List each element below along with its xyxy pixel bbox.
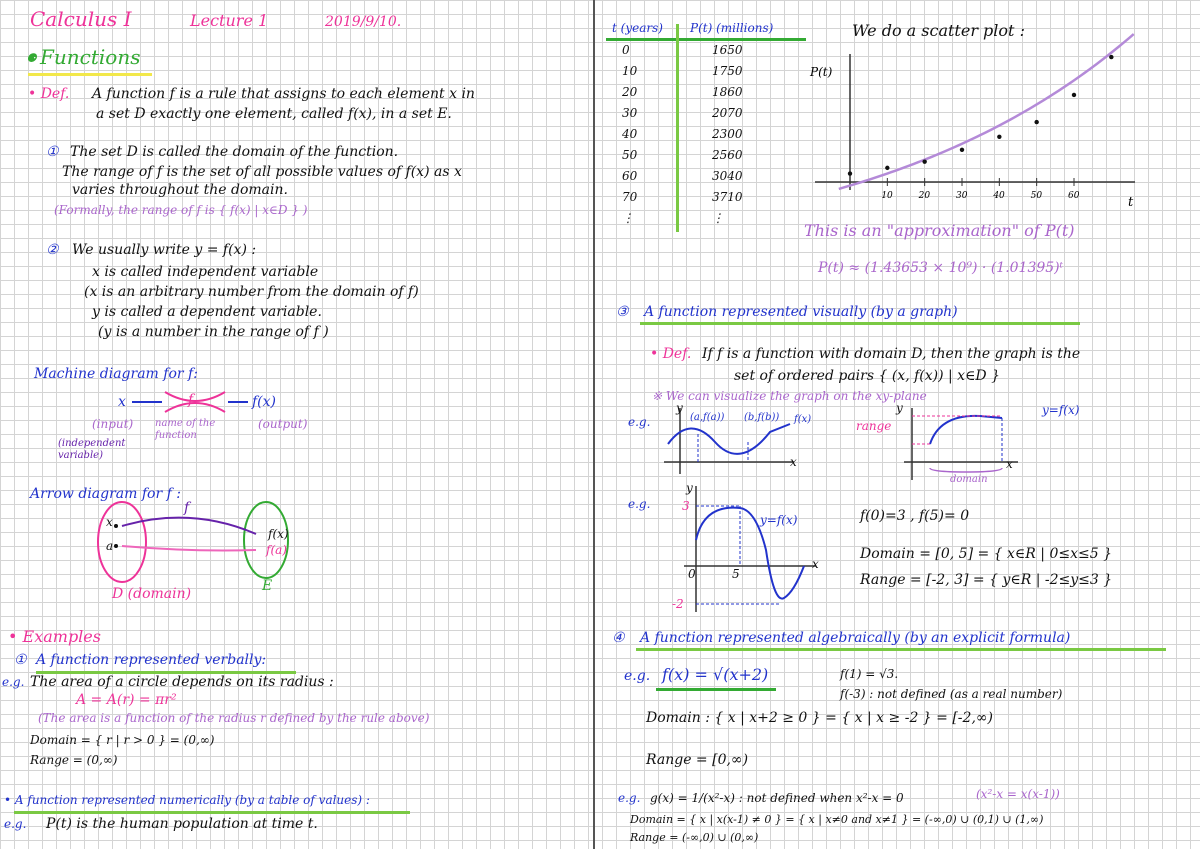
visualize-note: ※ We can visualize the graph on the xy-plane <box>652 389 927 403</box>
definition2-bullet: • Def. <box>650 346 692 362</box>
graph-3 <box>670 480 820 616</box>
graph2-yfx-label: y=f(x) <box>1042 403 1080 417</box>
section-bullet-icon: ⚈ <box>26 51 37 65</box>
scatter-trend-curve <box>839 34 1134 189</box>
table-p-cell: 1650 <box>712 43 743 57</box>
eg-label-2: e.g. <box>4 817 27 831</box>
table-t-cell: 40 <box>622 127 638 141</box>
verbal-number-icon: ① <box>14 652 27 668</box>
table-p-cell: 1860 <box>712 85 743 99</box>
circle-area-sentence: The area of a circle depends on its radius : <box>30 674 334 690</box>
lecture-date: 2019/9/10. <box>325 14 402 30</box>
graph3-x-label: x <box>812 557 819 571</box>
rational-range: Range = (-∞,0) ∪ (0,∞) <box>630 831 759 844</box>
sqrt-function: f(x) = √(x+2) <box>662 665 769 684</box>
machine-input-x: x <box>118 394 126 410</box>
table-column-rule <box>676 24 679 232</box>
table-p-cell: 3040 <box>712 169 743 183</box>
table-t-cell: 20 <box>622 85 638 99</box>
arrow-element-x: x <box>106 515 113 529</box>
table-p-cell: 1750 <box>712 64 743 78</box>
graph3-range: Range = [-2, 3] = { y∈R | -2≤y≤3 } <box>860 572 1113 588</box>
scatter-tick-label: 60 <box>1068 191 1080 201</box>
circle-range: Range = (0,∞) <box>30 753 118 767</box>
arrow-element-fx: f(x) <box>268 527 289 541</box>
scatter-tick-label: 30 <box>956 191 968 201</box>
arrow-element-a: a <box>106 539 114 553</box>
scatter-point <box>960 148 964 152</box>
definition-bullet: • Def. <box>28 86 70 102</box>
definition2-line-1: If f is a function with domain D, then the graph is the <box>702 346 1081 362</box>
range-definition-1: The range of f is the set of all possible values of f(x) as x <box>62 164 462 180</box>
sqrt-underline <box>656 688 776 691</box>
scatter-y-label: P(t) <box>810 65 833 79</box>
scatter-tick-label: 40 <box>993 191 1005 201</box>
scatter-plot <box>810 40 1140 215</box>
table-p-cell: 2300 <box>712 127 743 141</box>
graph1-point-b: (b,f(b)) <box>744 412 780 423</box>
machine-name-label: name of the function <box>155 418 216 441</box>
arrow-label-f: f <box>184 500 190 516</box>
graph1-x-label: x <box>790 455 797 469</box>
eg-label-c: e.g. <box>624 668 651 684</box>
eg-label-1: e.g. <box>2 675 25 689</box>
visual-section-title: A function represented visually (by a graph) <box>644 304 958 320</box>
approximation-line: This is an "approximation" of P(t) <box>804 221 1075 240</box>
range-number-note: (y is a number in the range of f ) <box>98 324 329 340</box>
notation-line: We usually write y = f(x) : <box>72 242 257 258</box>
graph1-fx-label: f(x) <box>794 414 812 425</box>
algebraic-section-title: A function represented algebraically (by an explicit formula) <box>640 630 1071 646</box>
visual-number-icon: ③ <box>616 304 629 320</box>
table-t-cell: ⋮ <box>622 211 634 225</box>
visual-underline <box>640 322 1080 325</box>
numeric-example-title: • A function represented numerically (by a table of values) : <box>4 793 370 807</box>
table-t-cell: 70 <box>622 190 638 204</box>
graph3-yfx-label: y=f(x) <box>760 513 798 527</box>
circle-area-formula: A = A(r) = πr² <box>76 692 177 708</box>
scatter-title: We do a scatter plot : <box>852 21 1025 40</box>
graph1-point-a: (a,f(a)) <box>690 412 725 423</box>
column-divider <box>593 0 595 849</box>
table-header-rule <box>606 38 806 41</box>
algebraic-number-icon: ④ <box>612 630 625 646</box>
title-highlight <box>28 73 152 76</box>
scatter-point <box>885 166 889 170</box>
population-sentence: P(t) is the human population at time t. <box>46 816 318 832</box>
independent-variable-line: x is called independent variable <box>92 264 319 280</box>
scatter-point <box>848 171 852 175</box>
table-t-cell: 0 <box>622 43 630 57</box>
arrow-domain-label: D (domain) <box>112 586 192 602</box>
eg-label-b: e.g. <box>628 497 651 511</box>
arrow-diagram-title: Arrow diagram for f : <box>30 486 181 502</box>
graph1-y-label: y <box>676 401 683 415</box>
machine-output-fx: f(x) <box>252 394 277 410</box>
machine-function-f: f <box>188 392 194 408</box>
table-p-cell: 2560 <box>712 148 743 162</box>
numeric-underline <box>14 811 410 814</box>
table-t-cell: 60 <box>622 169 638 183</box>
verbal-example-title: A function represented verbally: <box>36 652 267 668</box>
scatter-point <box>997 135 1001 139</box>
section-functions-title: Functions <box>40 45 141 69</box>
table-p-cell: 2070 <box>712 106 743 120</box>
definition2-line-2: set of ordered pairs { (x, f(x)) | x∈D } <box>734 368 1001 384</box>
scatter-x-label: t <box>1128 195 1134 210</box>
lecture-number: Lecture 1 <box>190 11 269 30</box>
sqrt-fm3: f(-3) : not defined (as a real number) <box>840 687 1063 701</box>
rational-function: g(x) = 1/(x²-x) : not defined when x²-x = 0 <box>650 791 904 805</box>
machine-output-label: (output) <box>258 417 308 431</box>
graph2-x-label: x <box>1006 457 1013 471</box>
sqrt-f1: f(1) = √3. <box>840 667 899 681</box>
machine-independent-label: (independent variable) <box>58 438 126 461</box>
arbitrary-number-note: (x is an arbitrary number from the domain of f) <box>84 284 419 300</box>
graph2-domain-label: domain <box>950 474 988 485</box>
sqrt-range: Range = [0,∞) <box>646 752 749 768</box>
dependent-variable-line: y is called a dependent variable. <box>92 304 322 320</box>
eg-label-a: e.g. <box>628 415 651 429</box>
graph3-domain: Domain = [0, 5] = { x∈R | 0≤x≤5 } <box>860 546 1112 562</box>
scatter-point <box>1034 120 1038 124</box>
definition-line-1: A function f is a rule that assigns to each element x in <box>92 86 475 102</box>
range-definition-2: varies throughout the domain. <box>72 182 288 198</box>
examples-title: • Examples <box>8 627 101 646</box>
graph3-y-label: y <box>686 481 693 495</box>
graph3-neg2-label: -2 <box>672 597 684 611</box>
graph3-five-label: 5 <box>732 567 740 581</box>
table-header-t: t (years) <box>612 21 663 35</box>
table-t-cell: 50 <box>622 148 638 162</box>
point-2-icon: ② <box>46 242 59 258</box>
machine-diagram-title: Machine diagram for f: <box>34 366 198 382</box>
graph3-three-label: 3 <box>682 499 690 513</box>
point-1-icon: ① <box>46 144 59 160</box>
eg-label-d: e.g. <box>618 791 641 805</box>
scatter-tick-label: 10 <box>881 191 893 201</box>
domain-definition: The set D is called the domain of the function. <box>70 144 399 160</box>
function-values: f(0)=3 , f(5)= 0 <box>860 508 970 524</box>
arrow-codomain-label: E <box>262 578 273 594</box>
scatter-point <box>1072 93 1076 97</box>
algebraic-underline <box>636 648 1166 651</box>
arrow-element-fa: f(a) <box>266 543 287 557</box>
machine-input-label: (input) <box>92 417 134 431</box>
table-p-cell: 3710 <box>712 190 743 204</box>
scatter-point <box>922 159 926 163</box>
graph2-range-label: range <box>856 419 892 433</box>
rational-domain: Domain = { x | x(x-1) ≠ 0 } = { x | x≠0 and x≠1 } = (-∞,0) ∪ (0,1) ∪ (1,∞) <box>630 813 1044 826</box>
formal-range-note: (Formally, the range of f is { f(x) | x∈D } ) <box>54 203 308 217</box>
rational-factor: (x²-x = x(x-1)) <box>976 787 1060 801</box>
graph2-y-label: y <box>896 401 903 415</box>
sqrt-domain: Domain : { x | x+2 ≥ 0 } = { x | x ≥ -2 } = [-2,∞) <box>646 710 994 726</box>
scatter-point <box>1109 55 1113 59</box>
table-t-cell: 30 <box>622 106 638 120</box>
scatter-tick-label: 20 <box>918 191 931 201</box>
graph-2 <box>900 404 1030 484</box>
table-t-cell: 10 <box>622 64 638 78</box>
definition-line-2: a set D exactly one element, called f(x), in a set E. <box>96 106 452 122</box>
table-p-cell: ⋮ <box>712 211 724 225</box>
circle-domain: Domain = { r | r > 0 } = (0,∞) <box>30 733 215 747</box>
approximation-formula: P(t) ≈ (1.43653 × 10⁹) · (1.01395)ᵗ <box>818 260 1064 276</box>
scatter-tick-label: 50 <box>1030 191 1043 201</box>
graph3-zero-label: 0 <box>688 567 696 581</box>
lecture-title: Calculus I <box>30 7 132 31</box>
area-function-note: (The area is a function of the radius r defined by the rule above) <box>38 711 430 725</box>
table-header-p: P(t) (millions) <box>690 21 774 35</box>
